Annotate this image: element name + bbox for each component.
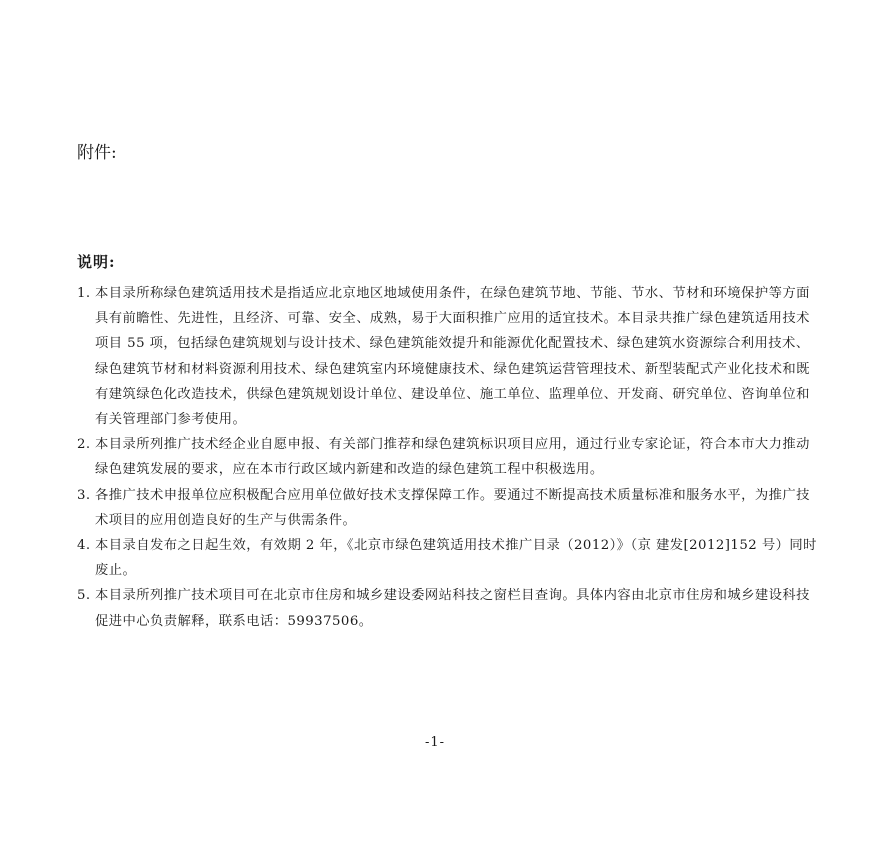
section-heading: 说明: xyxy=(77,253,116,271)
item-number: 1. xyxy=(77,286,91,301)
item-text: 本目录所称绿色建筑适用技术是指适应北京地区地域使用条件，在绿色建筑节地、节能、节水、节材和环境保护等方面具有前瞻性、先进性，且经济、可靠、安全、成熟，易于大面积推广应用的适宜技术。本目录共推广绿色建筑适用技术项目 55 项，包括绿色建筑规划与设计技术、绿色建筑能效提升和能源优化配置技术、绿色建筑水资源综合利用技术、绿色建筑节材和材料资源利用技术、绿色建筑室内环境健康技术、绿色建筑运营管理技术、新型装配式产业化技术和既有建筑绿色化改造技术，供绿色建筑规划设计单位、建设单位、施工单位、监理单位、开发商、研究单位、咨询单位和有关管理部门参考使用。 xyxy=(95,286,810,428)
notes-list xyxy=(77,281,817,634)
list-item xyxy=(77,583,817,633)
item-text: 本目录所列推广技术经企业自愿申报、有关部门推荐和绿色建筑标识项目应用，通过行业专家论证，符合本市大力推动绿色建筑发展的要求，应在本市行政区域内新建和改造的绿色建筑工程中积极选用。 xyxy=(95,437,810,478)
item-number: 2. xyxy=(77,437,91,453)
list-item xyxy=(77,483,817,533)
list-item xyxy=(77,281,817,432)
attachment-label: 附件: xyxy=(77,143,117,163)
list-item xyxy=(77,533,817,583)
item-text: 本目录所列推广技术项目可在北京市住房和城乡建设委网站科技之窗栏目查询。具体内容由北京市住房和城乡建设科技促进中心负责解释，联系电话：59937506。 xyxy=(95,588,810,629)
item-number: 3. xyxy=(77,487,91,503)
list-item xyxy=(77,432,817,482)
item-text: 本目录自发布之日起生效，有效期 2 年，《北京市绿色建筑适用技术推广目录（2012）》（京 建发[2012]152 号）同时废止。 xyxy=(95,538,817,579)
page-number: -1- xyxy=(424,735,446,750)
item-number: 5. xyxy=(77,588,91,604)
item-number: 4. xyxy=(77,538,91,554)
item-text: 各推广技术申报单位应积极配合应用单位做好技术支撑保障工作。要通过不断提高技术质量标准和服务水平，为推广技术项目的应用创造良好的生产与供需条件。 xyxy=(95,487,810,528)
